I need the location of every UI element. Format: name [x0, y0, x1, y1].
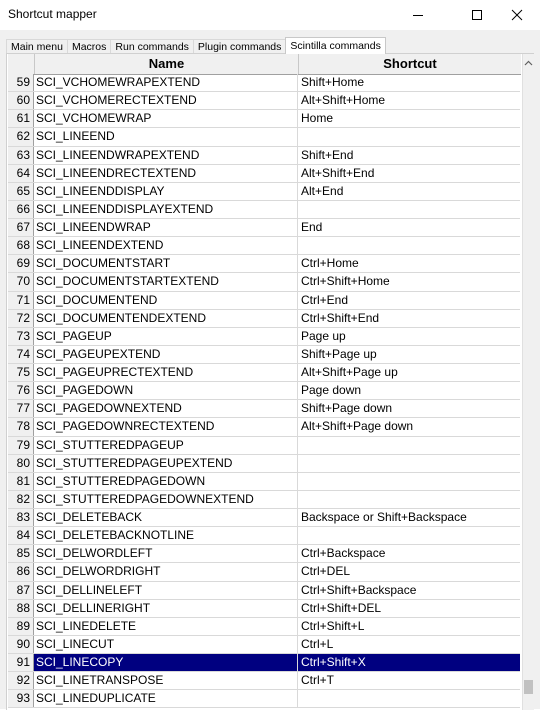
shortcut-cell[interactable]: Backspace or Shift+Backspace [301, 510, 467, 524]
command-name-cell[interactable]: SCI_STUTTEREDPAGEUP [34, 437, 298, 454]
command-name-cell[interactable]: SCI_LINEDELETE [34, 618, 298, 635]
command-name-cell[interactable]: SCI_LINEEND [34, 128, 298, 145]
row-number[interactable]: 65 [8, 183, 34, 200]
shortcut-cell[interactable]: Ctrl+Shift+End [301, 310, 380, 325]
shortcut-cell[interactable] [298, 237, 520, 254]
tab-main-menu[interactable]: Main menu [6, 39, 68, 54]
row-number[interactable]: 74 [8, 346, 34, 363]
table-row[interactable] [8, 110, 520, 128]
table-row[interactable] [8, 219, 520, 237]
table-row[interactable] [8, 672, 520, 690]
row-number[interactable]: 71 [8, 292, 34, 309]
row-number[interactable]: 93 [8, 690, 34, 707]
shortcut-cell[interactable]: Shift+Page up [301, 346, 377, 361]
shortcut-cell[interactable]: Alt+Shift+Home [301, 93, 386, 108]
header-name[interactable]: Name [35, 54, 299, 74]
row-number[interactable]: 90 [8, 636, 34, 653]
row-number[interactable]: 69 [8, 255, 34, 272]
shortcut-cell[interactable] [298, 473, 520, 490]
close-icon [511, 9, 523, 21]
table-row[interactable] [8, 273, 520, 291]
shortcut-cell[interactable] [298, 690, 520, 707]
row-number[interactable]: 77 [8, 400, 34, 417]
table-row[interactable] [8, 418, 520, 436]
shortcut-cell[interactable]: Ctrl+Backspace [301, 546, 386, 561]
table-row[interactable] [8, 382, 520, 400]
shortcut-cell[interactable] [298, 128, 520, 145]
command-name-cell[interactable]: SCI_LINEENDDISPLAY [34, 183, 298, 200]
command-name-cell[interactable]: SCI_DELETEBACK [34, 509, 298, 526]
shortcut-cell[interactable]: Ctrl+T [301, 673, 334, 688]
minimize-icon [412, 9, 424, 21]
row-number[interactable]: 59 [8, 74, 34, 91]
table-row[interactable] [8, 690, 520, 708]
row-number[interactable]: 63 [8, 147, 34, 164]
command-name-cell[interactable]: SCI_PAGEDOWN [34, 382, 298, 399]
table-row[interactable] [8, 128, 520, 146]
table-row[interactable] [8, 292, 520, 310]
shortcut-cell[interactable]: Ctrl+Shift+L [301, 618, 365, 633]
shortcut-cell[interactable]: Home [301, 111, 334, 126]
title-bar [0, 0, 540, 30]
scroll-up-button[interactable] [523, 56, 534, 70]
table-row[interactable] [8, 600, 520, 618]
command-name-cell[interactable]: SCI_DOCUMENTEND [34, 292, 298, 309]
command-name-cell[interactable]: SCI_DELLINERIGHT [34, 600, 298, 617]
command-name-cell[interactable]: SCI_DELWORDRIGHT [34, 563, 298, 580]
row-number[interactable]: 73 [8, 328, 34, 345]
shortcut-cell[interactable]: Ctrl+Home [301, 256, 359, 271]
command-name-cell[interactable]: SCI_LINEENDWRAP [34, 219, 298, 236]
shortcut-cell[interactable]: Ctrl+Shift+Backspace [301, 582, 417, 597]
table-row[interactable] [8, 310, 520, 328]
row-number[interactable]: 83 [8, 509, 34, 526]
command-name-cell[interactable]: SCI_STUTTEREDPAGEUPEXTEND [34, 455, 298, 472]
shortcut-cell[interactable] [298, 527, 520, 544]
table-row[interactable] [8, 165, 520, 183]
row-number[interactable]: 76 [8, 382, 34, 399]
table-row[interactable] [8, 491, 520, 509]
table-row[interactable] [8, 455, 520, 473]
row-number[interactable]: 61 [8, 110, 34, 127]
shortcut-cell[interactable]: Page up [301, 328, 346, 343]
shortcut-cell[interactable]: Ctrl+L [301, 636, 334, 651]
command-name-cell[interactable]: SCI_DELWORDLEFT [34, 545, 298, 562]
grid-rows [8, 74, 520, 708]
shortcut-cell[interactable]: Ctrl+Shift+DEL [301, 600, 382, 615]
shortcut-cell[interactable] [298, 201, 520, 218]
table-row[interactable] [8, 437, 520, 455]
tab-plugin-commands[interactable]: Plugin commands [193, 39, 286, 54]
maximize-icon [471, 9, 483, 21]
vertical-scrollbar[interactable] [522, 54, 534, 710]
command-name-cell[interactable]: SCI_DOCUMENTSTARTEXTEND [34, 273, 298, 290]
table-row[interactable] [8, 582, 520, 600]
table-row[interactable] [8, 545, 520, 563]
shortcut-cell[interactable]: Alt+Shift+End [301, 165, 375, 180]
table-row[interactable] [8, 92, 520, 110]
table-row[interactable] [8, 473, 520, 491]
row-number[interactable]: 60 [8, 92, 34, 109]
row-number[interactable]: 88 [8, 600, 34, 617]
command-name-cell[interactable]: SCI_LINEDUPLICATE [34, 690, 298, 707]
command-name-cell[interactable]: SCI_VCHOMERECTEXTEND [34, 92, 298, 109]
row-number[interactable]: 91 [8, 654, 34, 671]
shortcut-cell[interactable]: Shift+Home [301, 75, 365, 89]
table-row[interactable] [8, 201, 520, 219]
row-number[interactable]: 67 [8, 219, 34, 236]
table-row[interactable] [8, 237, 520, 255]
command-name-cell[interactable]: SCI_LINEENDWRAPEXTEND [34, 147, 298, 164]
row-number[interactable]: 87 [8, 582, 34, 599]
row-number[interactable]: 85 [8, 545, 34, 562]
table-row[interactable] [8, 346, 520, 364]
tab-macros[interactable]: Macros [67, 39, 111, 54]
shortcut-cell[interactable] [298, 491, 520, 508]
shortcut-cell[interactable]: Ctrl+Shift+Home [301, 274, 390, 289]
row-number[interactable]: 89 [8, 618, 34, 635]
command-name-cell[interactable]: SCI_LINECOPY [34, 654, 298, 671]
row-number[interactable]: 70 [8, 273, 34, 290]
row-number[interactable]: 92 [8, 672, 34, 689]
command-name-cell[interactable]: SCI_LINECUT [34, 636, 298, 653]
row-number[interactable]: 84 [8, 527, 34, 544]
shortcut-cell[interactable]: Page down [301, 383, 362, 398]
maximize-button[interactable] [459, 0, 495, 30]
command-name-cell[interactable]: SCI_PAGEDOWNRECTEXTEND [34, 418, 298, 435]
header-corner [8, 54, 35, 74]
minimize-button[interactable] [400, 0, 436, 30]
table-row[interactable] [8, 74, 520, 92]
command-name-cell[interactable]: SCI_VCHOMEWRAP [34, 110, 298, 127]
shortcut-cell[interactable]: Alt+End [301, 183, 344, 198]
table-row[interactable] [8, 364, 520, 382]
tab-run-commands[interactable]: Run commands [110, 39, 194, 54]
command-name-cell[interactable]: SCI_STUTTEREDPAGEDOWNEXTEND [34, 491, 298, 508]
row-number[interactable]: 64 [8, 165, 34, 182]
shortcut-cell[interactable] [298, 437, 520, 454]
window-title: Shortcut mapper [8, 7, 97, 21]
command-name-cell[interactable]: SCI_DOCUMENTSTART [34, 255, 298, 272]
table-row[interactable] [8, 255, 520, 273]
command-name-cell[interactable]: SCI_VCHOMEWRAPEXTEND [34, 74, 298, 91]
shortcut-cell[interactable]: Alt+Shift+Page up [301, 365, 398, 379]
command-name-cell[interactable]: SCI_DELETEBACKNOTLINE [34, 527, 298, 544]
scrollbar-thumb[interactable] [524, 680, 533, 694]
shortcut-cell[interactable]: Shift+Page down [301, 401, 393, 416]
shortcut-cell[interactable]: Alt+Shift+Page down [301, 419, 414, 434]
table-row[interactable] [8, 563, 520, 581]
row-number[interactable]: 72 [8, 310, 34, 327]
table-row[interactable] [8, 527, 520, 545]
shortcut-cell[interactable] [298, 455, 520, 472]
table-row[interactable] [8, 618, 520, 636]
table-row[interactable] [8, 400, 520, 418]
table-row[interactable] [8, 183, 520, 201]
tab-strip [6, 38, 385, 54]
tab-scintilla-commands[interactable]: Scintilla commands [285, 37, 385, 54]
dialog-body [0, 30, 540, 709]
shortcut-cell[interactable]: Shift+End [301, 147, 354, 162]
row-number[interactable]: 66 [8, 201, 34, 218]
tab-panel [6, 53, 534, 710]
command-name-cell[interactable]: SCI_DOCUMENTENDEXTEND [34, 310, 298, 327]
header-shortcut[interactable]: Shortcut [383, 56, 437, 71]
shortcut-cell[interactable]: Ctrl+Shift+X [298, 654, 520, 671]
table-row[interactable] [8, 654, 520, 672]
shortcut-grid [8, 54, 522, 710]
command-name-cell[interactable]: SCI_PAGEUPRECTEXTEND [34, 364, 298, 381]
row-number[interactable]: 79 [8, 437, 34, 454]
row-number[interactable]: 81 [8, 473, 34, 490]
command-name-cell[interactable]: SCI_DELLINELEFT [34, 582, 298, 599]
shortcut-cell[interactable]: End [301, 220, 323, 234]
shortcut-cell[interactable]: Ctrl+End [301, 292, 349, 307]
command-name-cell[interactable]: SCI_PAGEDOWNEXTEND [34, 400, 298, 417]
scroll-up-arrow-icon [524, 60, 533, 66]
shortcut-cell[interactable]: Ctrl+DEL [301, 564, 351, 579]
row-number[interactable]: 82 [8, 491, 34, 508]
table-row[interactable] [8, 328, 520, 346]
command-name-cell[interactable]: SCI_PAGEUPEXTEND [34, 346, 298, 363]
command-name-cell[interactable]: SCI_STUTTEREDPAGEDOWN [34, 473, 298, 490]
command-name-cell[interactable]: SCI_LINEENDEXTEND [34, 237, 298, 254]
row-number[interactable]: 75 [8, 364, 34, 381]
table-row[interactable] [8, 147, 520, 165]
command-name-cell[interactable]: SCI_PAGEUP [34, 328, 298, 345]
row-number[interactable]: 86 [8, 563, 34, 580]
row-number[interactable]: 68 [8, 237, 34, 254]
grid-header [8, 54, 521, 75]
row-number[interactable]: 80 [8, 455, 34, 472]
command-name-cell[interactable]: SCI_LINEENDDISPLAYEXTEND [34, 201, 298, 218]
command-name-cell[interactable]: SCI_LINEENDRECTEXTEND [34, 165, 298, 182]
row-number[interactable]: 62 [8, 128, 34, 145]
command-name-cell[interactable]: SCI_LINETRANSPOSE [34, 672, 298, 689]
table-row[interactable] [8, 509, 520, 527]
close-button[interactable] [499, 0, 535, 30]
table-row[interactable] [8, 636, 520, 654]
row-number[interactable]: 78 [8, 418, 34, 435]
